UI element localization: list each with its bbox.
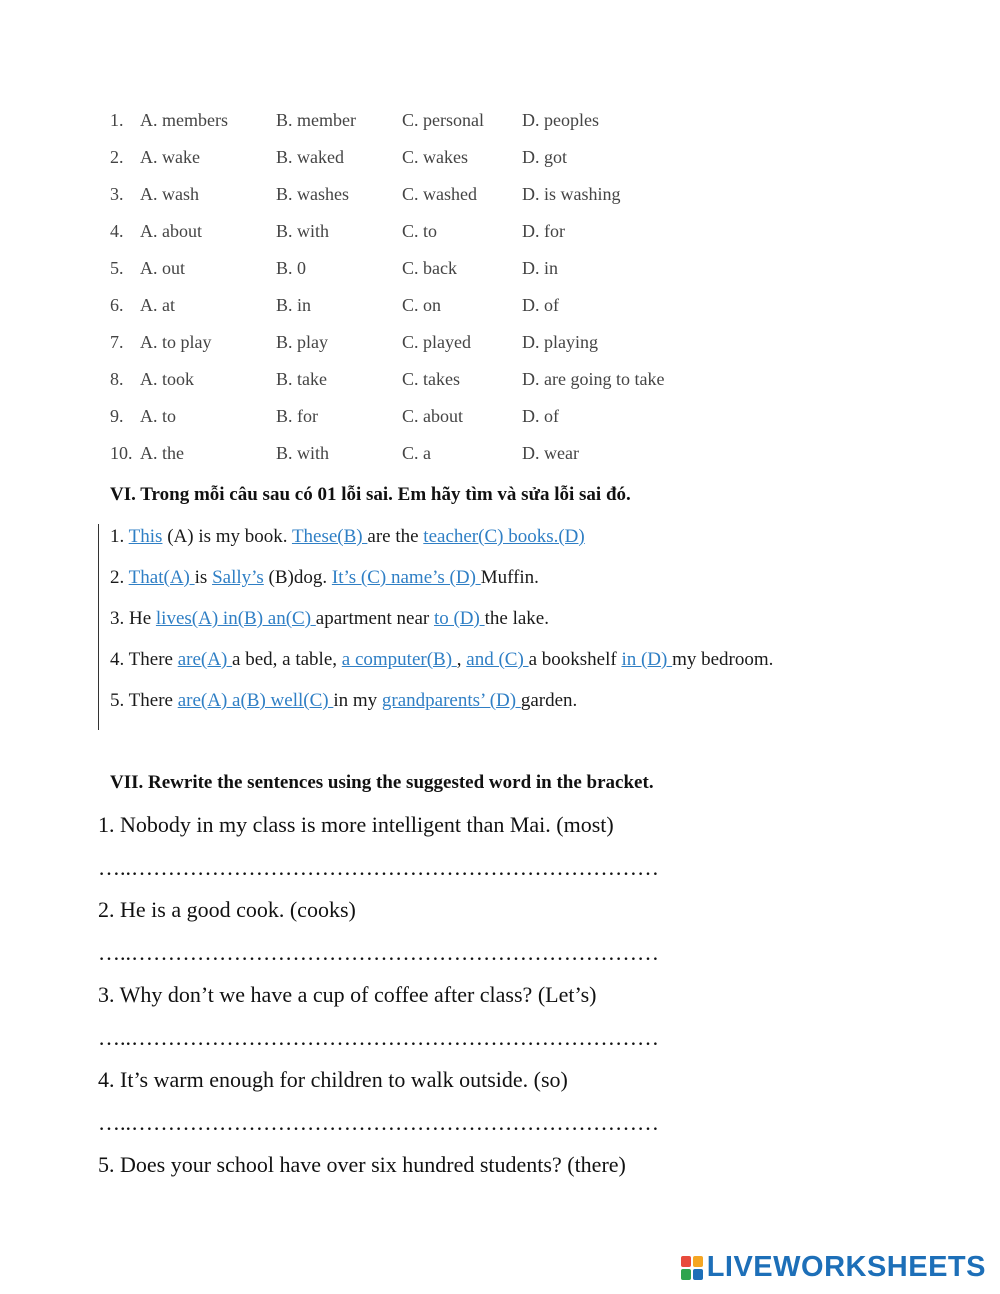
choice-option-c: C. washed bbox=[402, 184, 477, 204]
choice-option-a bbox=[110, 141, 200, 173]
choice-option-a bbox=[110, 104, 228, 136]
option-a-text: A. about bbox=[140, 221, 202, 241]
question-number: 4. bbox=[110, 221, 124, 241]
option-a-text: A. at bbox=[140, 295, 175, 315]
option-a-text: A. took bbox=[140, 369, 194, 389]
answer-line[interactable]: …..……………………………………………………………… bbox=[98, 855, 659, 880]
section-7-heading: VII. Rewrite the sentences using the suggested word in the bracket. bbox=[110, 772, 654, 793]
choice-option-c: C. back bbox=[402, 258, 457, 278]
sentence-text: apartment near bbox=[315, 608, 434, 629]
answer-line[interactable]: …..……………………………………………………………… bbox=[98, 940, 659, 965]
choice-option-d: D. in bbox=[522, 258, 558, 278]
sentence-text: a bookshelf bbox=[528, 649, 622, 670]
rewrite-question: 1. Nobody in my class is more intelligent than Mai. (most) bbox=[98, 812, 614, 837]
question-number: 6. bbox=[110, 295, 124, 315]
choice-option-b: B. washes bbox=[276, 184, 349, 204]
error-sentence bbox=[110, 690, 577, 712]
choice-option-a bbox=[110, 437, 184, 469]
sentence-text: 4. There bbox=[110, 649, 178, 670]
choice-option-a bbox=[110, 400, 176, 432]
error-option-link[interactable]: These(B) bbox=[291, 526, 368, 547]
choice-option-d: D. wear bbox=[522, 443, 579, 463]
question-number: 10. bbox=[110, 443, 133, 463]
choice-option-d: D. got bbox=[522, 147, 567, 167]
sentence-text: are the bbox=[367, 526, 424, 547]
choice-option-b: B. 0 bbox=[276, 258, 307, 278]
choice-option-d: D. for bbox=[522, 221, 565, 241]
error-option-link[interactable]: a computer(B) bbox=[341, 649, 457, 670]
error-option-link[interactable]: It’s (C) name’s (D) bbox=[331, 567, 481, 588]
sentence-text: a bed, a table, bbox=[232, 649, 342, 670]
choice-option-a bbox=[110, 252, 185, 284]
choice-option-b: B. with bbox=[276, 221, 330, 241]
sentence-text: (B)dog. bbox=[263, 567, 332, 588]
choice-option-b: B. with bbox=[276, 443, 330, 463]
choice-option-c: C. a bbox=[402, 443, 431, 463]
rewrite-question: 2. He is a good cook. (cooks) bbox=[98, 897, 356, 922]
sentence-text: garden. bbox=[520, 690, 578, 711]
sentence-text: 2. bbox=[110, 567, 129, 588]
error-option-link[interactable]: to (D) bbox=[433, 608, 485, 629]
rewrite-question: 4. It’s warm enough for children to walk outside. (so) bbox=[98, 1067, 568, 1092]
sentence-text: is bbox=[194, 567, 213, 588]
question-number: 1. bbox=[110, 110, 124, 130]
choice-option-c: C. takes bbox=[402, 369, 460, 389]
option-a-text: A. wash bbox=[140, 184, 199, 204]
choice-option-d: D. playing bbox=[522, 332, 598, 352]
choice-option-a bbox=[110, 363, 194, 395]
liveworksheets-logo bbox=[681, 1251, 986, 1284]
option-a-text: A. to play bbox=[140, 332, 212, 352]
option-a-text: A. members bbox=[140, 110, 228, 130]
option-a-text: A. out bbox=[140, 258, 185, 278]
error-sentence bbox=[110, 649, 773, 671]
error-option-link[interactable]: and (C) bbox=[466, 649, 529, 670]
sentence-text: in my bbox=[333, 690, 382, 711]
question-number: 9. bbox=[110, 406, 124, 426]
sentence-text: (A) is my book. bbox=[162, 526, 292, 547]
choice-option-b: B. play bbox=[276, 332, 328, 352]
choice-option-b: B. member bbox=[276, 110, 356, 130]
error-option-link[interactable]: are(A) a(B) well(C) bbox=[177, 690, 334, 711]
choice-option-d: D. of bbox=[522, 406, 559, 426]
choice-option-c: C. on bbox=[402, 295, 442, 315]
choice-option-b: B. for bbox=[276, 406, 318, 426]
question-number: 7. bbox=[110, 332, 124, 352]
error-option-link[interactable]: Sally’s bbox=[212, 567, 264, 588]
error-sentence bbox=[110, 526, 585, 548]
error-option-link[interactable]: teacher(C) books.(D) bbox=[423, 526, 585, 547]
error-option-link[interactable]: are(A) bbox=[177, 649, 233, 670]
choice-option-c: C. personal bbox=[402, 110, 484, 130]
choice-option-c: C. to bbox=[402, 221, 438, 241]
question-number: 5. bbox=[110, 258, 124, 278]
choice-option-c: C. about bbox=[402, 406, 463, 426]
error-sentence bbox=[110, 608, 549, 630]
choice-option-b: B. waked bbox=[276, 147, 344, 167]
logo-text: LIVEWORKSHEETS bbox=[706, 1251, 986, 1283]
sentence-text: 5. There bbox=[110, 690, 178, 711]
choice-option-a bbox=[110, 215, 202, 247]
choice-option-d: D. peoples bbox=[522, 110, 599, 130]
choice-option-c: C. wakes bbox=[402, 147, 468, 167]
answer-line[interactable]: …..……………………………………………………………… bbox=[98, 1025, 659, 1050]
choice-option-d: D. is washing bbox=[522, 184, 621, 204]
question-number: 3. bbox=[110, 184, 124, 204]
sentence-text: Muffin. bbox=[480, 567, 539, 588]
error-option-link[interactable]: That(A) bbox=[128, 567, 195, 588]
choice-option-d: D. of bbox=[522, 295, 559, 315]
sentence-text: the lake. bbox=[484, 608, 549, 629]
choice-option-d: D. are going to take bbox=[522, 369, 665, 389]
sentence-text: 3. He bbox=[110, 608, 156, 629]
rewrite-question: 3. Why don’t we have a cup of coffee after class? (Let’s) bbox=[98, 982, 597, 1007]
choice-option-b: B. take bbox=[276, 369, 327, 389]
error-correction-block bbox=[98, 524, 959, 730]
error-option-link[interactable]: grandparents’ (D) bbox=[381, 690, 521, 711]
error-sentence bbox=[110, 567, 539, 589]
option-a-text: A. wake bbox=[140, 147, 200, 167]
question-number: 8. bbox=[110, 369, 124, 389]
choice-option-c: C. played bbox=[402, 332, 471, 352]
sentence-text: , bbox=[456, 649, 467, 670]
option-a-text: A. the bbox=[140, 443, 184, 463]
error-option-link[interactable]: This bbox=[128, 526, 163, 547]
liveworksheets-logo-icon bbox=[681, 1256, 703, 1280]
answer-line[interactable]: …..……………………………………………………………… bbox=[98, 1110, 659, 1135]
choice-option-b: B. in bbox=[276, 295, 312, 315]
question-number: 2. bbox=[110, 147, 124, 167]
choice-option-a bbox=[110, 326, 212, 358]
error-option-link[interactable]: lives(A) in(B) an(C) bbox=[155, 608, 316, 629]
sentence-text: 1. bbox=[110, 526, 129, 547]
option-a-text: A. to bbox=[140, 406, 176, 426]
error-option-link[interactable]: in (D) bbox=[621, 649, 673, 670]
choice-option-a bbox=[110, 289, 175, 321]
rewrite-question: 5. Does your school have over six hundred students? (there) bbox=[98, 1152, 626, 1177]
sentence-text: my bedroom. bbox=[672, 649, 774, 670]
choice-option-a bbox=[110, 178, 199, 210]
section-6-heading: VI. Trong mỗi câu sau có 01 lỗi sai. Em hãy tìm và sửa lỗi sai đó. bbox=[110, 484, 631, 505]
